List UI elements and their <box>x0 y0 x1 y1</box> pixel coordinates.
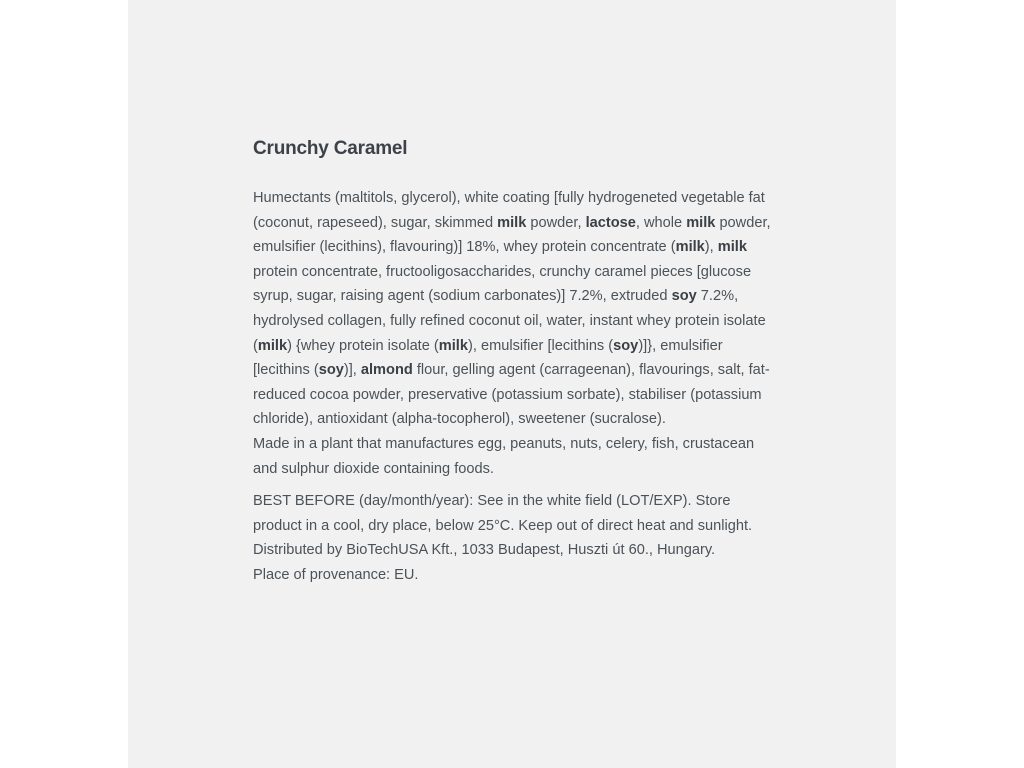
ingredient-text-segment: )], <box>343 362 361 379</box>
distributor-text: Distributed by BioTechUSA Kft., 1033 Budapest, Huszti út 60., Hungary. <box>253 542 716 559</box>
allergen-word: soy <box>318 362 344 379</box>
allergen-word: milk <box>497 214 527 231</box>
ingredient-text-segment: 7.2%, hydrolysed collagen, fully refined coconut oil, water, instant whey protein isolate ( <box>253 288 766 354</box>
allergen-word: milk <box>438 337 468 354</box>
ingredient-text-segment: )]}, emulsifier [lecithins ( <box>253 337 723 379</box>
ingredient-text-segment: protein concentrate, fructooligosaccharides, crunchy caramel pieces [glucose syrup, sugar, raising agent (sodium carbonates)] 7.2%, extruded <box>253 263 752 305</box>
provenance-text: Place of provenance: EU. <box>253 566 419 583</box>
ingredient-text-segment: , whole <box>635 214 687 231</box>
product-info-panel <box>128 0 896 768</box>
allergen-word: soy <box>671 288 697 305</box>
ingredient-text-segment: ) {whey protein isolate ( <box>287 337 439 354</box>
allergen-word: almond <box>360 362 413 379</box>
ingredient-text-segment: Humectants (maltitols, glycerol), white coating [fully hydrogeneted vegetable fat (coconut, rapeseed), sugar, skimmed <box>253 190 765 231</box>
product-info-content <box>253 136 773 588</box>
allergen-word: lactose <box>585 214 636 231</box>
ingredients-text <box>253 186 773 432</box>
allergen-word: milk <box>686 214 716 231</box>
product-title: Crunchy Caramel <box>253 138 408 159</box>
allergen-note: Made in a plant that manufactures egg, peanuts, nuts, celery, fish, crustacean and sulphur dioxide containing foods. <box>253 435 755 477</box>
ingredient-text-segment: flour, gelling agent (carrageenan), flavourings, salt, fat-reduced cocoa powder, preservative (potassium sorbate), stabiliser (potassium chloride), antioxidant (alpha-tocopherol), sweetener (sucralose). <box>253 362 770 428</box>
allergen-word: milk <box>257 337 288 354</box>
best-before-text: BEST BEFORE (day/month/year): See in the white field (LOT/EXP). Store product in a cool, dry place, below 25°C. Keep out of direct heat and sunlight. <box>253 493 753 534</box>
ingredient-text-segment: ), <box>704 239 718 256</box>
ingredient-text-segment: powder, <box>526 214 586 231</box>
allergen-word: milk <box>675 239 705 256</box>
ingredient-text-segment: ), emulsifier [lecithins ( <box>467 337 614 354</box>
ingredient-text-segment: powder, emulsifier (lecithins), flavouring)] 18%, whey protein concentrate ( <box>253 214 771 256</box>
allergen-word: milk <box>717 239 747 256</box>
allergen-word: soy <box>613 337 639 354</box>
